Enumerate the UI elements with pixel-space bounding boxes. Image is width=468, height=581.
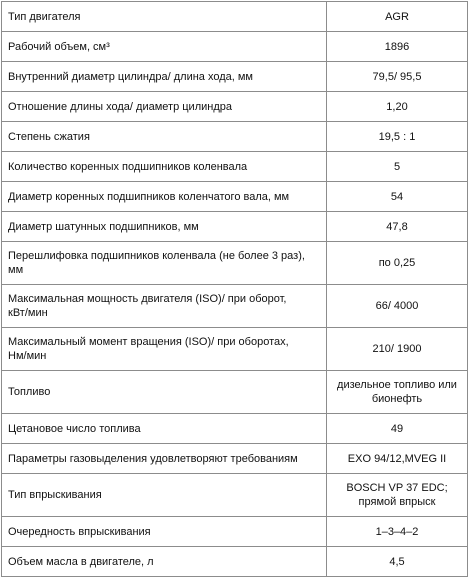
table-row xyxy=(2,517,468,547)
value-cell xyxy=(327,371,468,414)
param-cell xyxy=(2,2,327,32)
value-cell xyxy=(327,182,468,212)
param-label: Максимальная мощность двигателя (ISO)/ при оборот, кВт/мин xyxy=(8,293,287,319)
param-cell xyxy=(2,122,327,152)
param-label: Параметры газовыделения удовлетворяют требованиям xyxy=(8,452,298,465)
param-value: 5 xyxy=(393,160,401,173)
table-row xyxy=(2,474,468,517)
param-label: Рабочий объем, см³ xyxy=(8,40,110,53)
param-cell xyxy=(2,32,327,62)
param-label: Объем масла в двигателе, л xyxy=(8,555,154,568)
param-value: 49 xyxy=(390,422,404,435)
param-cell xyxy=(2,182,327,212)
param-label: Топливо xyxy=(8,386,51,398)
param-label: Тип впрыскивания xyxy=(8,489,102,501)
param-value: 1,20 xyxy=(386,100,408,113)
param-value: 47,8 xyxy=(386,220,408,233)
value-cell xyxy=(327,2,468,32)
table-row xyxy=(2,444,468,474)
table-row xyxy=(2,328,468,371)
param-value: 54 xyxy=(390,190,404,203)
param-cell xyxy=(2,242,327,285)
param-label: Перешлифовка подшипников коленвала (не более 3 раз), мм xyxy=(8,250,305,276)
value-cell xyxy=(327,242,468,285)
param-cell xyxy=(2,152,327,182)
engine-spec-table xyxy=(1,1,468,577)
table-row xyxy=(2,122,468,152)
table-row xyxy=(2,182,468,212)
param-label: Очередность впрыскивания xyxy=(8,525,151,538)
param-cell xyxy=(2,444,327,474)
value-cell xyxy=(327,32,468,62)
table-row xyxy=(2,212,468,242)
param-value: 1–3–4–2 xyxy=(375,525,419,538)
param-label: Тип двигателя xyxy=(8,10,81,23)
table-row xyxy=(2,92,468,122)
param-cell xyxy=(2,328,327,371)
param-label: Внутренний диаметр цилиндра/ длина хода, мм xyxy=(8,70,253,83)
param-cell xyxy=(2,474,327,517)
value-cell xyxy=(327,474,468,517)
param-label: Отношение длины хода/ диаметр цилиндра xyxy=(8,100,232,113)
param-label: Максимальный момент вращения (ISO)/ при оборотах, Нм/мин xyxy=(8,336,289,362)
table-row xyxy=(2,152,468,182)
param-value: 210/ 1900 xyxy=(372,343,422,355)
table-row xyxy=(2,547,468,577)
param-cell xyxy=(2,547,327,577)
param-value: AGR xyxy=(385,10,409,23)
param-cell xyxy=(2,62,327,92)
param-value: по 0,25 xyxy=(378,257,416,269)
value-cell xyxy=(327,212,468,242)
table-row xyxy=(2,414,468,444)
value-cell xyxy=(327,152,468,182)
table-row xyxy=(2,371,468,414)
param-label: Степень сжатия xyxy=(8,130,90,143)
value-cell xyxy=(327,444,468,474)
param-value: EXO 94/12,MVEG II xyxy=(347,452,447,465)
value-cell xyxy=(327,414,468,444)
spec-table-body xyxy=(2,2,468,577)
param-label: Диаметр коренных подшипников коленчатого вала, мм xyxy=(8,190,290,203)
value-cell xyxy=(327,92,468,122)
param-cell xyxy=(2,92,327,122)
param-value: 79,5/ 95,5 xyxy=(372,70,422,83)
param-value: 1896 xyxy=(384,40,410,53)
value-cell xyxy=(327,122,468,152)
param-label: Цетановое число топлива xyxy=(8,422,141,435)
value-cell xyxy=(327,62,468,92)
param-value: 4,5 xyxy=(389,555,405,568)
table-row xyxy=(2,242,468,285)
param-value: 66/ 4000 xyxy=(375,300,419,312)
value-cell xyxy=(327,328,468,371)
param-cell xyxy=(2,414,327,444)
param-label: Количество коренных подшипников коленвала xyxy=(8,160,248,173)
param-label: Диаметр шатунных подшипников, мм xyxy=(8,220,199,233)
table-row xyxy=(2,62,468,92)
param-value: 19,5 : 1 xyxy=(378,130,416,143)
param-cell xyxy=(2,517,327,547)
table-row xyxy=(2,32,468,62)
table-row xyxy=(2,285,468,328)
table-row xyxy=(2,2,468,32)
value-cell xyxy=(327,517,468,547)
value-cell xyxy=(327,285,468,328)
param-value: BOSCH VP 37 EDC; прямой впрыск xyxy=(346,482,448,508)
value-cell xyxy=(327,547,468,577)
param-cell xyxy=(2,212,327,242)
param-cell xyxy=(2,371,327,414)
param-cell xyxy=(2,285,327,328)
param-value: дизельное топливо или бионефть xyxy=(337,379,457,405)
